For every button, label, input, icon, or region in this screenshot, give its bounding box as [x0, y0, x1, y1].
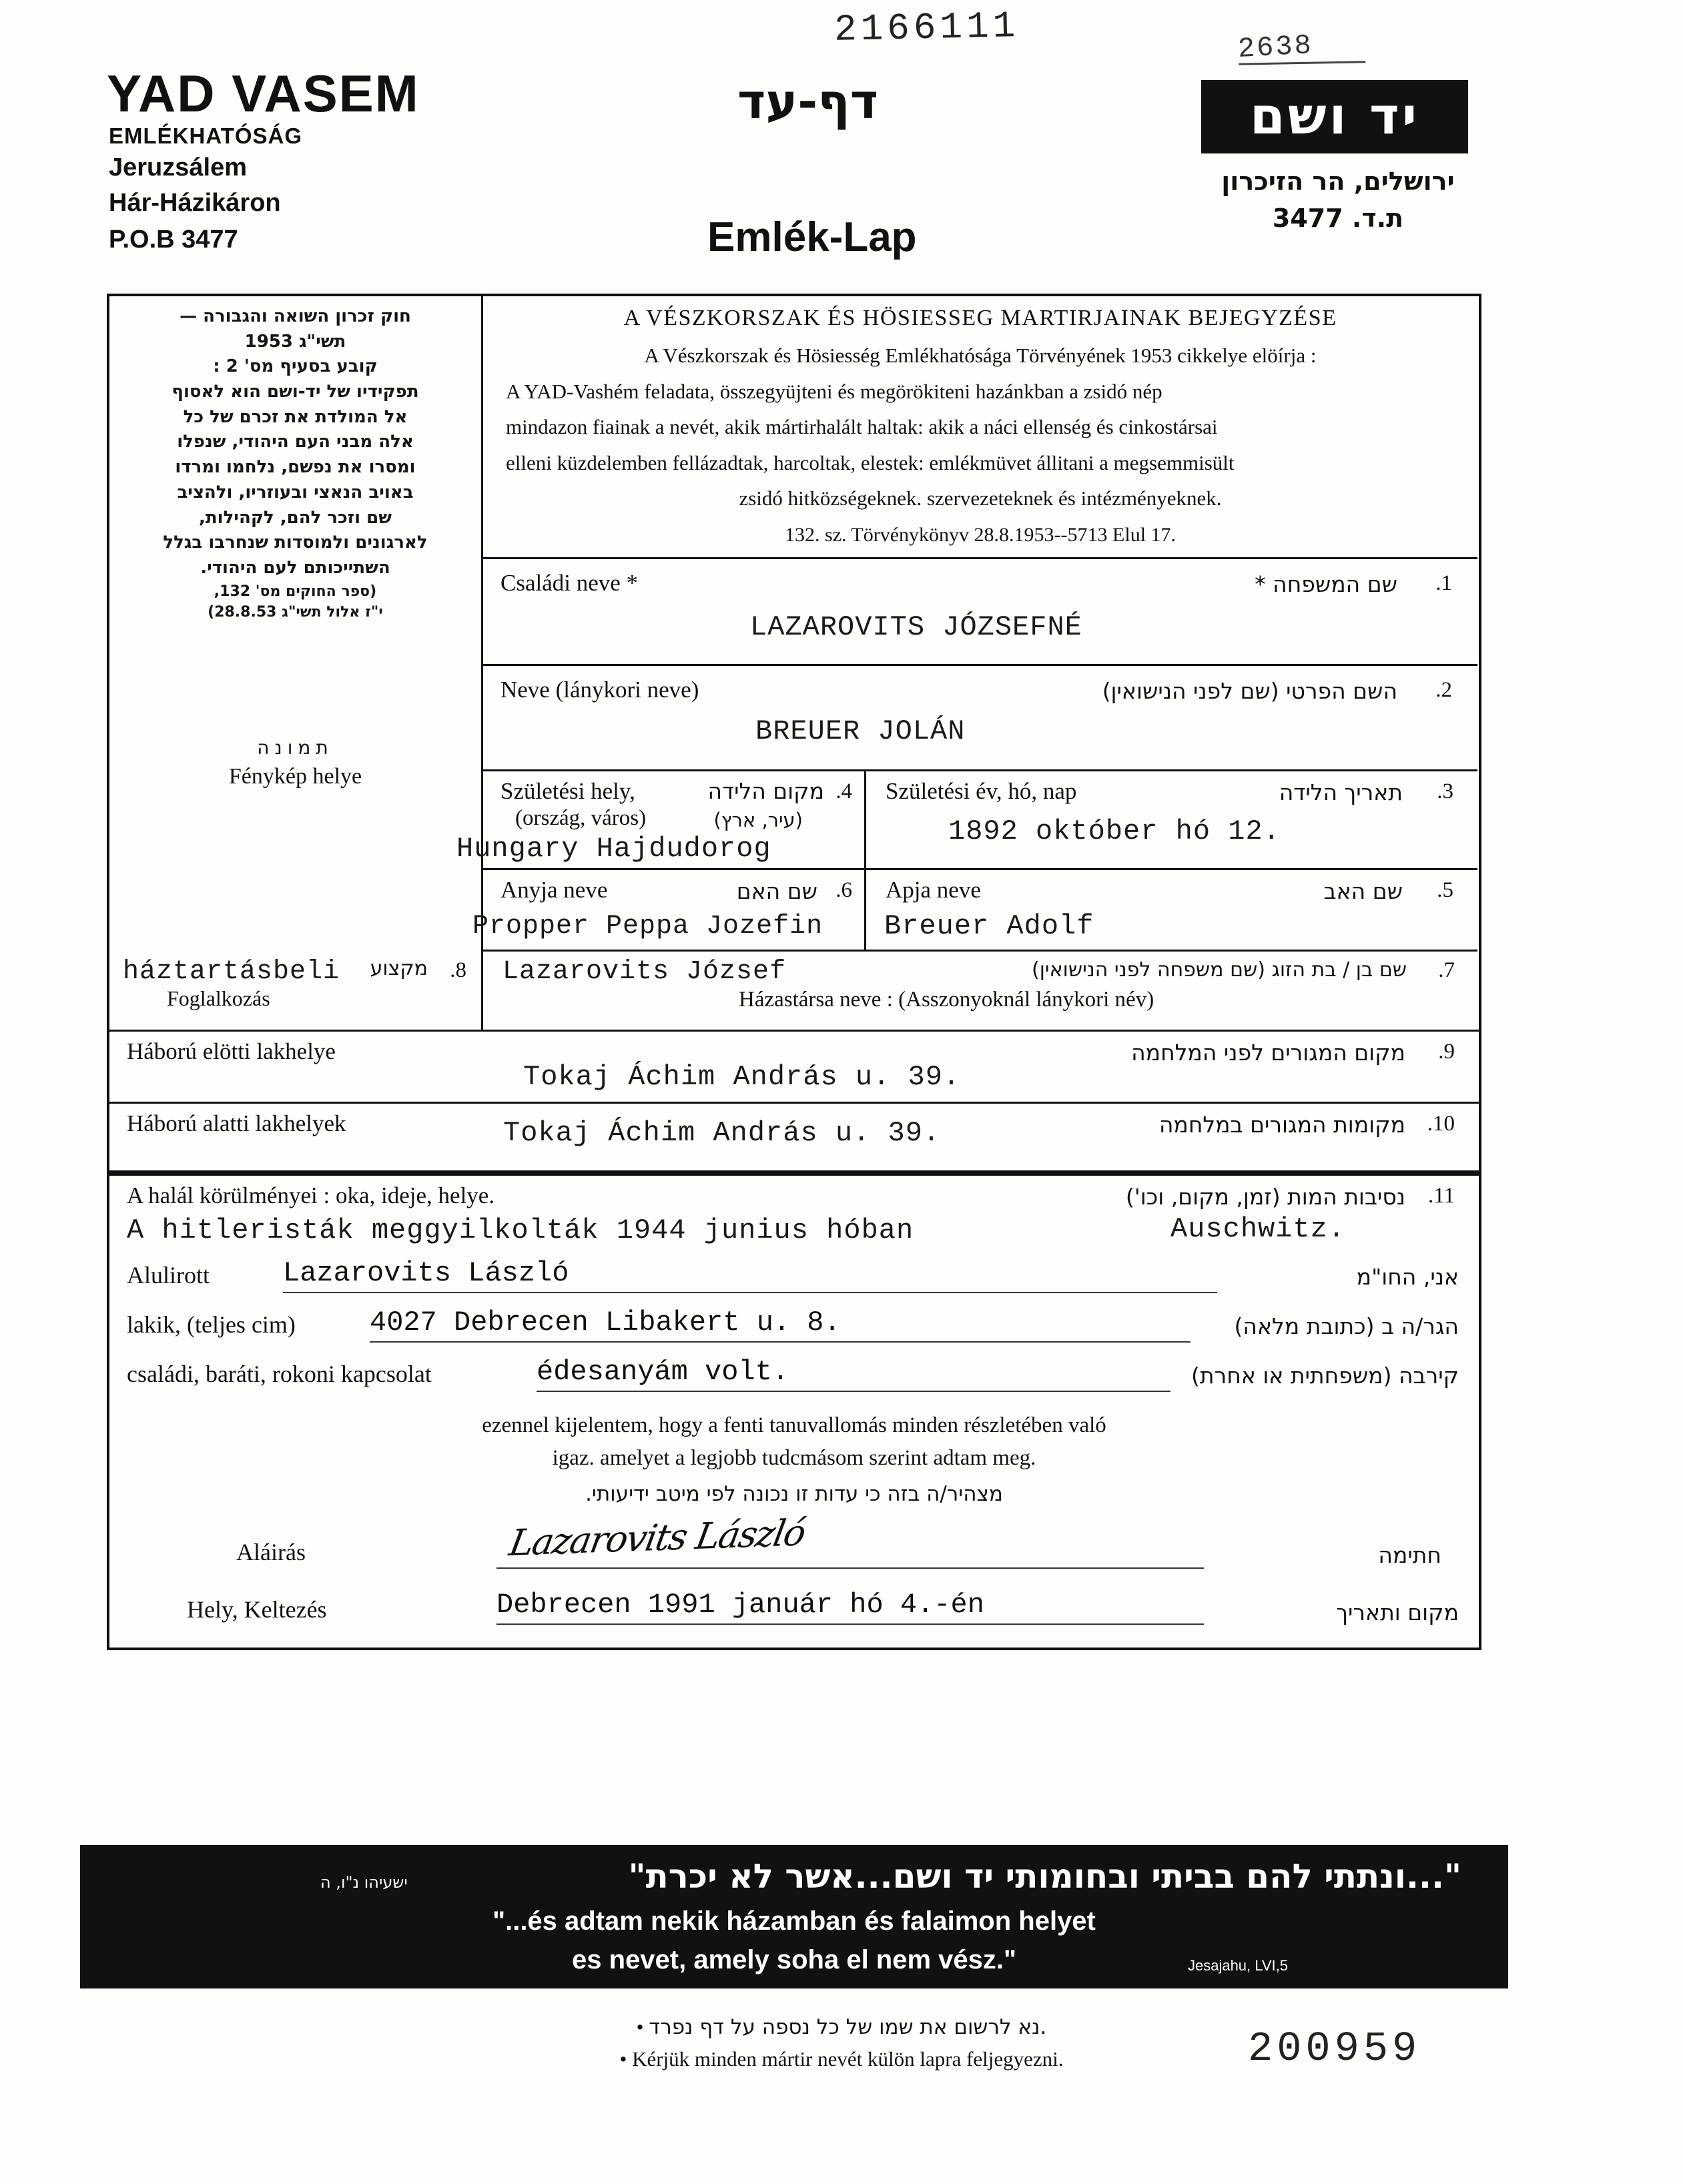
field-3-number: .3	[1437, 779, 1453, 803]
field-6-label-he: שם האם	[736, 877, 817, 904]
field-10-number: .10	[1427, 1111, 1455, 1136]
footnote-bullet-1: •	[636, 2015, 644, 2039]
field-11-value-place: Auschwitz.	[1170, 1212, 1346, 1245]
intro-paragraph-1: A Vészkorszak és Hösiesség Emlékhatósága Törvényének 1953 cikkelye elöírja :	[644, 344, 1317, 367]
footnote-hebrew	[0, 2015, 1683, 2039]
fields-column	[456, 296, 1477, 952]
field-occupation[interactable]	[109, 952, 483, 1030]
field-death-circumstances[interactable]	[109, 1176, 1479, 1256]
law-line-13: י"ז אלול תשי"ג 28.8.53)	[208, 604, 383, 621]
field-8-value: háztartásbeli	[123, 956, 340, 987]
field-9-label-he: מקום המגורים לפני המלחמה	[1131, 1039, 1405, 1066]
field-father-name[interactable]	[868, 870, 1477, 950]
law-line-9: שם וזכר להם, לקהילות,	[199, 507, 392, 528]
law-line-12: (ספר החוקים מס' 132,	[214, 583, 377, 600]
field-7-value: Lazarovits József	[502, 956, 787, 987]
place-date-value: Debrecen 1991 január hó 4.-én	[496, 1589, 1204, 1625]
intro-paragraph-4: elleni küzdelemben fellázadtak, harcoltak, elestek: emlékmüvet állitani a megsemmisült	[506, 450, 1235, 474]
law-line-4: תפקידיו של יד-ושם הוא לאסוף	[172, 382, 419, 402]
document-header	[0, 0, 1683, 267]
signature-rule	[496, 1567, 1204, 1569]
photo-label-hebrew: תמונה	[257, 737, 334, 759]
relation-value: édesanyám volt.	[537, 1356, 1170, 1392]
field-3-label-he: תאריך הלידה	[1279, 779, 1403, 805]
field-5-number: .5	[1437, 877, 1453, 902]
organization-line-3: Hár-Házikáron	[109, 189, 281, 217]
field-birth-row[interactable]	[456, 771, 1477, 870]
organization-name: YAD VASEM	[107, 64, 420, 123]
field-10-label-he: מקומות המגורים במלחמה	[1158, 1111, 1405, 1138]
field-prewar-residence[interactable]	[109, 1032, 1479, 1104]
form-body	[109, 296, 1479, 952]
verse-hebrew: "...ונתתי להם בביתי ובחומותי יד ושם...אשר לא יכרת"	[628, 1857, 1461, 1896]
law-line-11: השתייכותם לעם היהודי.	[200, 557, 390, 578]
field-3-label-hu: Születési év, hó, nap	[886, 777, 1077, 804]
organization-line-2: Jeruzsálem	[109, 153, 248, 181]
field-2-label-he: השם הפרטי (שם לפני הנישואין)	[1102, 677, 1397, 704]
field-family-name[interactable]	[483, 559, 1477, 666]
place-date-label: Hely, Keltezés	[187, 1595, 327, 1623]
law-line-7: ומסרו את נפשם, נלחמו ומרדו	[175, 457, 416, 478]
organization-line-4: P.O.B 3477	[109, 226, 238, 254]
field-10-label-hu: Háború alatti lakhelyek	[127, 1110, 346, 1136]
field-mother-name[interactable]	[472, 870, 866, 950]
field-7-label-he: שם בן / בת הזוג (שם משפחה לפני הנישואין)	[1032, 958, 1407, 982]
field-occupation-spouse-row[interactable]	[109, 952, 1479, 1032]
field-given-name[interactable]	[483, 666, 1477, 771]
signature-label: Aláirás	[236, 1538, 306, 1565]
law-text-block	[121, 304, 469, 623]
law-line-10: לארגונים ולמוסדות שנחרבו בגלל	[163, 532, 428, 553]
archive-stamp-number	[1237, 27, 1365, 67]
declaration-statement-line-1: ezennel kijelentem, hogy a fenti tanuvallomás minden részletében való	[482, 1413, 1106, 1437]
organization-line-1: EMLÉKHATÓSÁG	[109, 123, 303, 148]
field-1-label-he: שם המשפחה *	[1255, 571, 1397, 597]
law-line-5: אל המולדת את זכרם של כל	[183, 406, 408, 427]
hebrew-address-line-2: ת.ד. 3477	[1272, 204, 1404, 233]
field-5-label-hu: Apja neve	[886, 876, 981, 903]
law-line-6: אלה מבני העם היהודי, שנפלו	[177, 432, 414, 452]
footnote-hungarian	[0, 2047, 1683, 2071]
field-5-label-he: שם האב	[1323, 877, 1403, 904]
verse-banner	[80, 1845, 1508, 1988]
form-title: Emlék-Lap	[707, 214, 917, 260]
field-10-value: Tokaj Áchim András u. 39.	[503, 1116, 941, 1149]
field-4-number: .4	[835, 779, 852, 803]
declaration-signature-line[interactable]	[109, 1510, 1479, 1583]
verse-hebrew-source: ישעיהו נ"ו, ה	[320, 1873, 408, 1892]
photo-placeholder	[121, 737, 469, 789]
law-line-8: באויב הנאצי ובעוזריו, ולהציב	[177, 482, 414, 502]
field-birth-place[interactable]	[456, 771, 866, 868]
archive-stamp-value: 2638	[1237, 29, 1314, 65]
intro-paragraph-3: mindazon fiainak a nevét, akik mártirhalált haltak: akik a náci ellenség és cinkostársai	[506, 415, 1218, 438]
field-wartime-residence[interactable]	[109, 1104, 1479, 1176]
form-frame	[107, 294, 1481, 1650]
yad-vashem-hebrew-logo: יד ושם	[1201, 80, 1468, 153]
verse-hungarian-source: Jesajahu, LVI,5	[1187, 1957, 1288, 1974]
field-8-label-he: מקצוע	[370, 956, 428, 980]
field-6-number: .6	[835, 877, 852, 902]
photo-label-hungarian: Fénykép helye	[228, 764, 362, 789]
declaration-address-line[interactable]	[109, 1305, 1479, 1355]
field-9-value: Tokaj Áchim András u. 39.	[523, 1060, 961, 1093]
relation-label-he: קירבה (משפחתית או אחרת)	[1191, 1362, 1459, 1389]
bottom-serial-number: 200959	[1248, 2025, 1421, 2073]
field-4-label-hu-2: (ország, város)	[515, 805, 647, 830]
field-2-number: .2	[1435, 677, 1452, 702]
hebrew-address-line-1: ירושלים, הר הזיכרון	[1221, 167, 1455, 196]
field-parents-row[interactable]	[472, 870, 1477, 952]
field-1-label-hu: Családi neve *	[500, 569, 639, 596]
declaration-relation-line[interactable]	[109, 1355, 1479, 1404]
field-11-value: A hitleristák meggyilkolták 1944 junius hóban	[127, 1214, 914, 1246]
field-4-label-hu: Születési hely,	[500, 777, 635, 804]
declaration-place-date-line[interactable]	[109, 1583, 1479, 1648]
address-label-he: הגר/ה ב (כתובת מלאה)	[1234, 1313, 1459, 1339]
field-8-label-hu: Foglalkozás	[167, 986, 270, 1010]
intro-law-reference: 132. sz. Törvénykönyv 28.8.1953--5713 Elul 17.	[784, 523, 1176, 546]
verse-hungarian-line-2: es nevet, amely soha el nem vész."	[572, 1945, 1016, 1974]
law-line-1: חוק זכרון השואה והגבורה —	[180, 306, 411, 326]
field-3-value: 1892 október hó 12.	[948, 815, 1281, 847]
declaration-statement	[109, 1409, 1479, 1475]
field-11-label-he: נסיבות המות (זמן, מקום, וכו')	[1125, 1183, 1405, 1210]
law-line-2: תשי"ג 1953	[244, 331, 346, 352]
field-spouse[interactable]	[485, 952, 1479, 1030]
verse-hungarian-line-1: "...és adtam nekik házamban és falaimon helyet	[492, 1906, 1096, 1936]
address-value: 4027 Debrecen Libakert u. 8.	[370, 1307, 1191, 1343]
place-date-label-he: מקום ותאריך	[1336, 1599, 1459, 1625]
field-1-number: .1	[1435, 571, 1452, 595]
address-label: lakik, (teljes cim)	[127, 1311, 296, 1338]
hebrew-form-title: דף-עד	[737, 73, 879, 129]
footnote-hungarian-text: Kérjük minden mártir nevét külön lapra feljegyezni.	[632, 2047, 1064, 2071]
intro-block	[483, 296, 1477, 559]
field-4-label-he-2: (עיר, ארץ)	[713, 808, 803, 831]
field-9-number: .9	[1438, 1039, 1455, 1064]
declaration-signer-line[interactable]	[109, 1256, 1479, 1305]
declaration-statement-he: מצהיר/ה בזה כי עדות זו נכונה לפי מיטב ידיעותי.	[585, 1481, 1003, 1506]
field-2-label-hu: Neve (lánykori neve)	[500, 676, 699, 703]
field-11-number: .11	[1427, 1183, 1455, 1208]
intro-paragraph-5: zsidó hitközségeknek. szervezeteknek és intézményeknek.	[739, 486, 1222, 510]
field-6-value: Propper Peppa Jozefin	[472, 911, 823, 942]
relation-label: családi, baráti, rokoni kapcsolat	[127, 1360, 432, 1387]
law-line-3: קובע בסעיף מס' 2 :	[213, 356, 378, 377]
field-5-value: Breuer Adolf	[884, 909, 1094, 942]
field-4-label-he: מקום הלידה	[707, 777, 824, 804]
field-2-value: BREUER JOLÁN	[755, 715, 966, 747]
intro-paragraph-2: A YAD-Vashém feladata, összegyüjteni és megörökiteni hazánkban a zsidó nép	[506, 379, 1162, 403]
declaration-statement-line-2: igaz. amelyet a legjobb tudcmásom szerint adtam meg.	[552, 1446, 1036, 1470]
footnote-bullet-2: •	[619, 2047, 627, 2071]
signature-label-he: חתימה	[1378, 1541, 1441, 1568]
declaration-block	[109, 1256, 1479, 1648]
signature-value: Lazarovits László	[506, 1511, 808, 1564]
signer-label: Alulirott	[127, 1261, 210, 1289]
field-4-value: Hungary Hajdudorog	[456, 832, 771, 865]
field-9-label-hu: Háború elötti lakhelye	[127, 1038, 336, 1064]
law-and-photo-column	[109, 296, 483, 952]
footnote-hebrew-text: נא לרשום את שמו של כל נספה על דף נפרד.	[649, 2015, 1047, 2039]
field-8-number: .8	[450, 958, 466, 982]
field-7-number: .7	[1438, 958, 1455, 982]
signer-label-he: אני, החו"מ	[1356, 1263, 1459, 1290]
field-7-label-hu: Házastársa neve : (Asszonyoknál lánykori név)	[739, 987, 1154, 1012]
footnotes-block	[0, 2015, 1683, 2079]
field-1-value: LAZAROVITS JÓZSEFNÉ	[750, 611, 1082, 643]
field-birth-date[interactable]	[868, 771, 1477, 868]
field-6-label-hu: Anyja neve	[500, 876, 608, 903]
field-11-label-hu: A halál körülményei : oka, ideje, helye.	[127, 1182, 495, 1208]
signer-value: Lazarovits László	[283, 1257, 1217, 1293]
intro-title: A VÉSZKORSZAK ÉS HÖSIESSEG MARTIRJAINAK BEJEGYZÉSE	[623, 306, 1337, 330]
top-serial-number: 2166111	[833, 5, 1020, 51]
